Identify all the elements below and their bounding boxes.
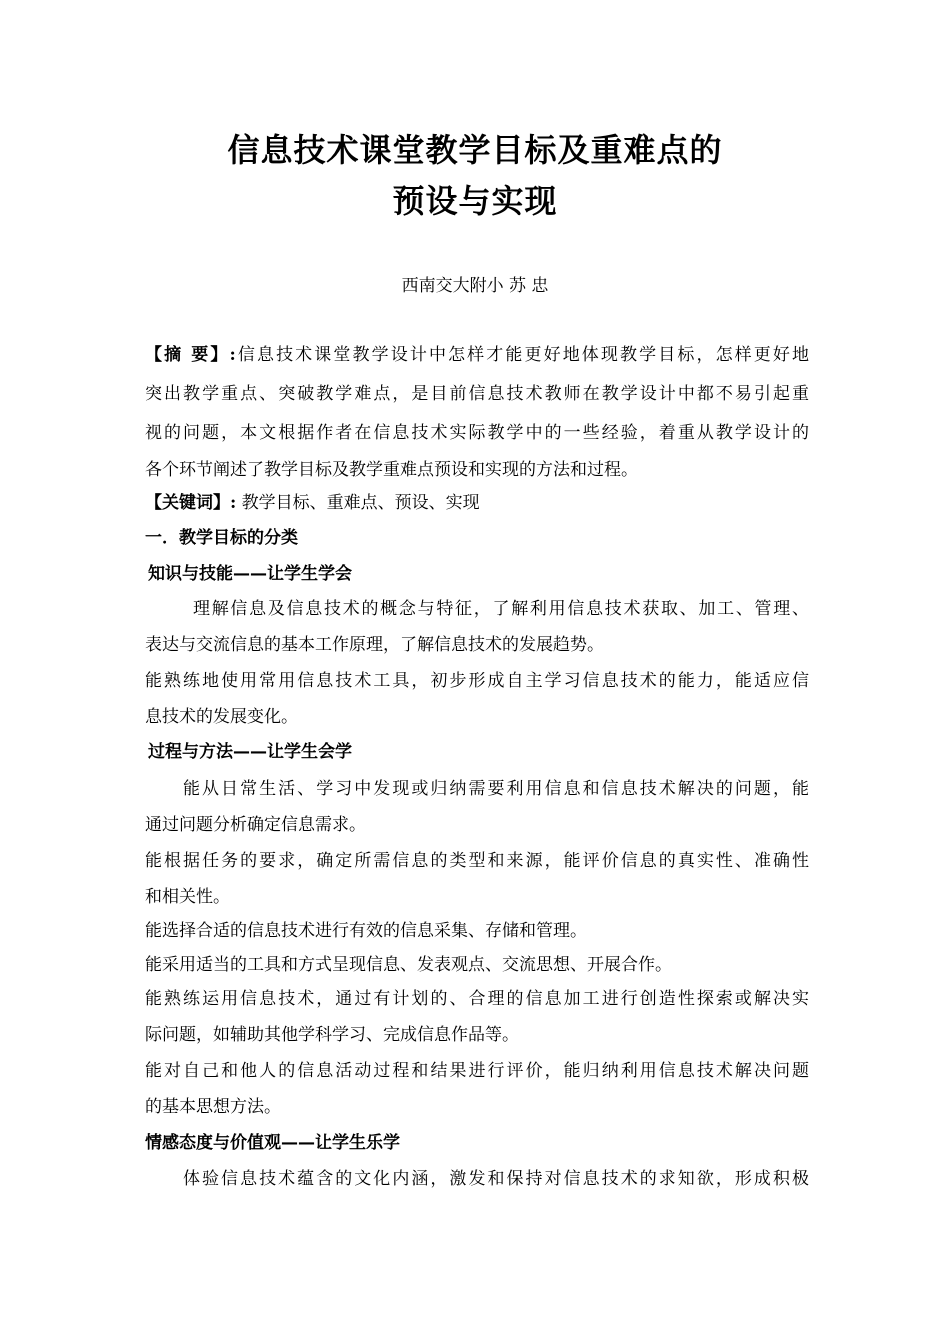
section-heading: 一．教学目标的分类 xyxy=(145,528,298,548)
attitude-line-1: 体验信息技术蕴含的文化内涵，激发和保持对信息技术的求知欲，形成积极 xyxy=(183,1169,809,1189)
subsection-heading-attitude: 情感态度与价值观——让学生乐学 xyxy=(145,1133,400,1153)
subsection-heading-knowledge: 知识与技能——让学生学会 xyxy=(148,564,352,584)
process-line-2: 通过问题分析确定信息需求。 xyxy=(145,815,366,835)
subsection-heading-process: 过程与方法——让学生会学 xyxy=(148,742,352,762)
abstract-line-2: 突出教学重点、突破教学难点，是目前信息技术教师在教学设计中都不易引起重 xyxy=(145,384,809,404)
knowledge-line-1: 理解信息及信息技术的概念与特征，了解利用信息技术获取、加工、管理、 xyxy=(193,599,809,619)
abstract-label: 【摘 要】: xyxy=(145,345,236,365)
process-line-4: 和相关性。 xyxy=(145,887,230,907)
document-title-line-2: 预设与实现 xyxy=(392,182,558,220)
process-line-9: 能对自己和他人的信息活动过程和结果进行评价，能归纳利用信息技术解决问题 xyxy=(145,1061,809,1081)
process-line-8: 际问题，如辅助其他学科学习、完成信息作品等。 xyxy=(145,1025,519,1045)
abstract-line-4: 各个环节阐述了教学目标及教学重难点预设和实现的方法和过程。 xyxy=(145,460,638,480)
keywords-label: 【关键词】: xyxy=(145,493,237,513)
keywords-line xyxy=(145,491,809,515)
process-line-1: 能从日常生活、学习中发现或归纳需要利用信息和信息技术解决的问题，能 xyxy=(183,779,809,799)
knowledge-line-4: 息技术的发展变化。 xyxy=(145,707,298,727)
author-line: 西南交大附小 苏 忠 xyxy=(401,276,549,296)
keywords-text: 教学目标、重难点、预设、实现 xyxy=(236,493,480,513)
abstract-text-1: 信息技术课堂教学设计中怎样才能更好地体现教学目标，怎样更好地 xyxy=(235,345,809,365)
document-title-line-1: 信息技术课堂教学目标及重难点的 xyxy=(227,131,723,169)
process-line-6: 能采用适当的工具和方式呈现信息、发表观点、交流思想、开展合作。 xyxy=(145,955,672,975)
abstract-line-3: 视的问题，本文根据作者在信息技术实际教学中的一些经验，着重从教学设计的 xyxy=(145,423,809,443)
process-line-5: 能选择合适的信息技术进行有效的信息采集、存储和管理。 xyxy=(145,921,587,941)
abstract-line-1 xyxy=(145,343,809,367)
process-line-7: 能熟练运用信息技术，通过有计划的、合理的信息加工进行创造性探索或解决实 xyxy=(145,989,809,1009)
process-line-3: 能根据任务的要求，确定所需信息的类型和来源，能评价信息的真实性、准确性 xyxy=(145,851,809,871)
knowledge-line-2: 表达与交流信息的基本工作原理，了解信息技术的发展趋势。 xyxy=(145,635,604,655)
knowledge-line-3: 能熟练地使用常用信息技术工具，初步形成自主学习信息技术的能力，能适应信 xyxy=(145,671,809,691)
process-line-10: 的基本思想方法。 xyxy=(145,1097,281,1117)
